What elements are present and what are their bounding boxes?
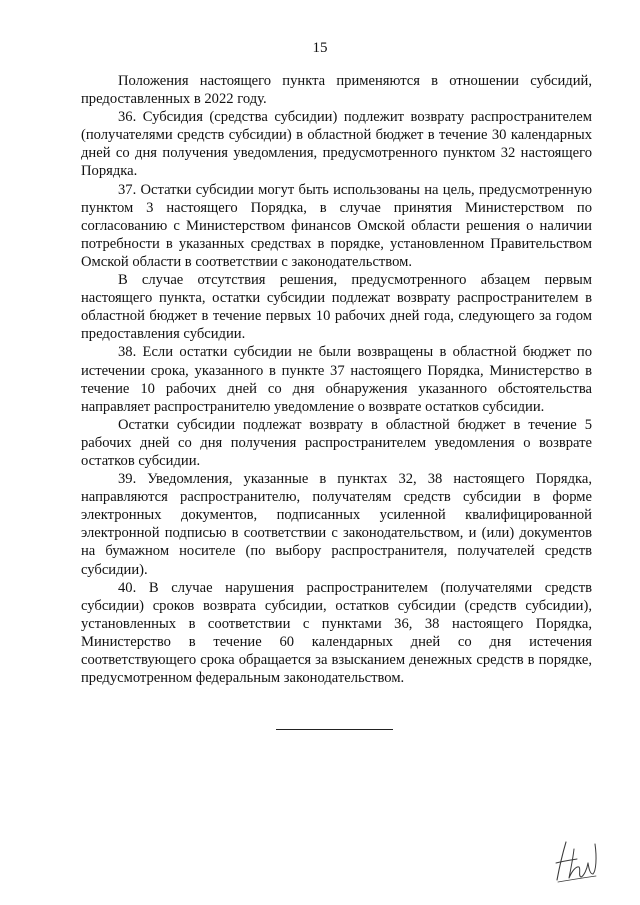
paragraph-item-38: 38. Если остатки субсидии не были возвращены в областной бюджет по истечении срока, указанного в пункте 37 настоящего Порядка, Министерство в течение 10 рабочих дней со дня обнаружения указанного обстоятельства направляет распространителю уведомление о возврате остатков субсидии. (81, 344, 592, 415)
paragraph-item-38-return-term: Остатки субсидии подлежат возврату в областной бюджет в течение 5 рабочих дней со дня получения распространителем уведомления о возврате остатков субсидии. (81, 416, 592, 469)
handwritten-initials-signature (552, 838, 602, 886)
document-body (81, 72, 592, 687)
paragraph-item-36: 36. Субсидия (средства субсидии) подлежит возврату распространителем (получателями средств субсидии) в областной бюджет в течение 30 календарных дней со дня получения уведомления, предусмотренного пунктом 32 настоящего Порядка. (81, 109, 592, 180)
paragraph-item-37-no-decision: В случае отсутствия решения, предусмотренного абзацем первым настоящего пункта, остатки субсидии подлежат возврату распространителем в областной бюджет в течение первых 10 рабочих дней года, следующего за годом предоставления субсидии. (81, 272, 592, 343)
end-of-text-rule (276, 729, 393, 730)
paragraph-provisions-scope: Положения настоящего пункта применяются в отношении субсидий, предоставленных в 2022 году. (81, 73, 592, 108)
paragraph-item-39: 39. Уведомления, указанные в пунктах 32, 38 настоящего Порядка, направляются распространителю, получателям средств субсидии в форме электронных документов, подписанных усиленной квалифицированной электронной подписью в соответствии с законодательством, и (или) документов на бумажном носителе (по выбору распространителя, получателей средств субсидии). (81, 471, 592, 578)
page-number: 15 (312, 40, 328, 56)
paragraph-item-37: 37. Остатки субсидии могут быть использованы на цель, предусмотренную пунктом 3 настоящего Порядка, в случае принятия Министерством по согласованию с Министерством финансов Омской области решения о наличии потребности в указанных средствах в порядке, установленном Правительством Омской области в соответствии с законодательством. (81, 181, 592, 270)
paragraph-item-40: 40. В случае нарушения распространителем (получателями средств субсидии) сроков возврата субсидии, остатков субсидии (средств субсидии), установленных в соответствии с пунктами 36, 38 настоящего Порядка, Министерство в течение 60 календарных дней со дня истечения соответствующего срока обращается за взысканием денежных средств в порядке, предусмотренном федеральным законодательством. (81, 579, 592, 687)
